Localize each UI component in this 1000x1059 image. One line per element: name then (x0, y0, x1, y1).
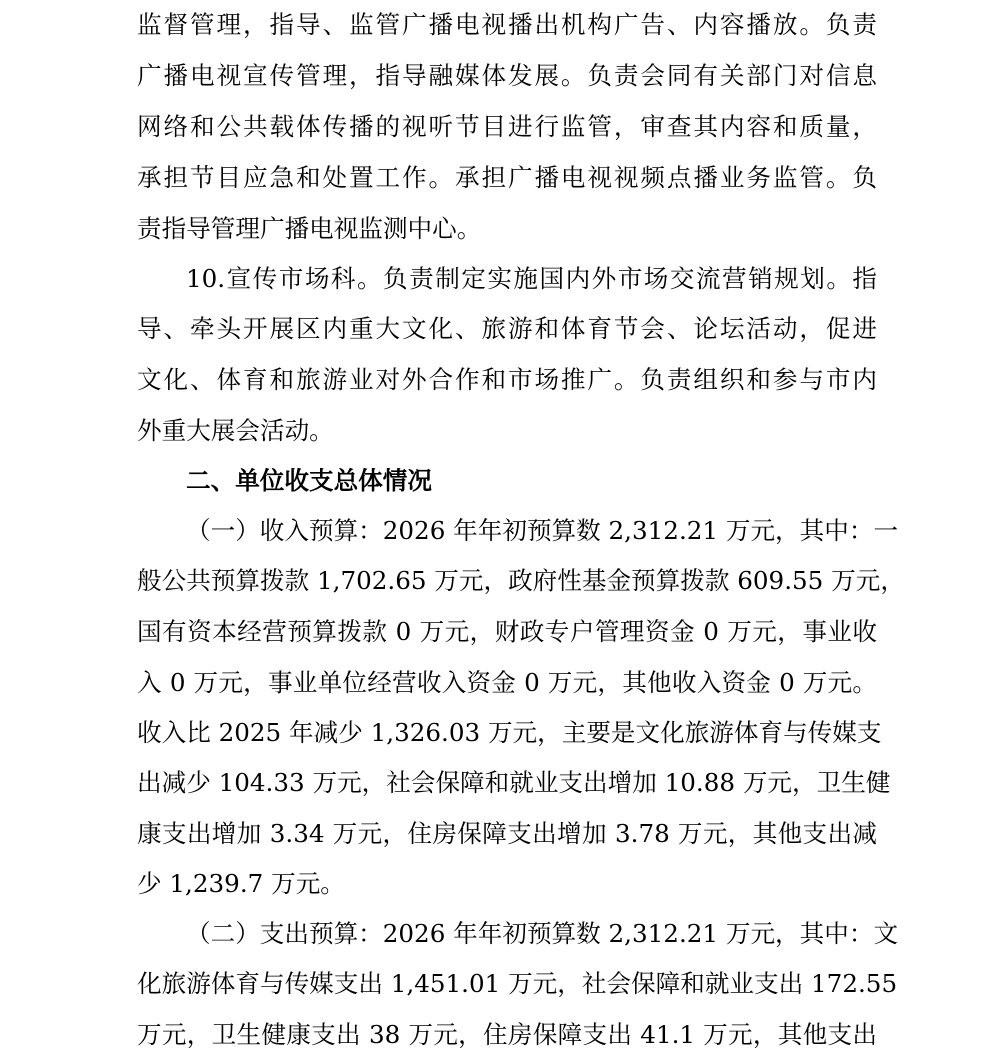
paragraph-line: 少 1,239.7 万元。 (137, 869, 345, 898)
paragraph-line: 10.宣传市场科。负责制定实施国内外市场交流营销规划。指 (186, 264, 877, 293)
paragraph-line: 承担节目应急和处置工作。承担广播电视视频点播业务监管。负 (137, 163, 877, 192)
paragraph-line: 责指导管理广播电视监测中心。 (137, 214, 482, 243)
paragraph-line: 出减少 104.33 万元，社会保障和就业支出增加 10.88 万元，卫生健 (137, 768, 891, 797)
paragraph-line: 般公共预算拨款 1,702.65 万元，政府性基金预算拨款 609.55 万元， (137, 566, 905, 595)
paragraph-line: 万元，卫生健康支出 38 万元，住房保障支出 41.1 万元，其他支出 (137, 1020, 877, 1049)
paragraph-line: 康支出增加 3.34 万元，住房保障支出增加 3.78 万元，其他支出减 (137, 819, 877, 848)
paragraph-line: （一）收入预算：2026 年年初预算数 2,312.21 万元，其中：一 (186, 516, 899, 545)
paragraph-line: 文化、体育和旅游业对外合作和市场推广。负责组织和参与市内 (137, 365, 877, 394)
paragraph-line: 监督管理，指导、监管广播电视播出机构广告、内容播放。负责 (137, 10, 877, 39)
paragraph-line: 收入比 2025 年减少 1,326.03 万元，主要是文化旅游体育与传媒支 (137, 718, 882, 747)
paragraph-line: 国有资本经营预算拨款 0 万元，财政专户管理资金 0 万元，事业收 (137, 617, 877, 646)
paragraph-line: 导、牵头开展区内重大文化、旅游和体育节会、论坛活动，促进 (137, 314, 877, 343)
paragraph-line: （二）支出预算：2026 年年初预算数 2,312.21 万元，其中：文 (186, 919, 899, 948)
paragraph-line: 广播电视宣传管理，指导融媒体发展。负责会同有关部门对信息 (137, 61, 877, 90)
paragraph-line: 入 0 万元，事业单位经营收入资金 0 万元，其他收入资金 0 万元。 (137, 668, 877, 697)
section-heading: 二、单位收支总体情况 (186, 466, 432, 495)
paragraph-line: 化旅游体育与传媒支出 1,451.01 万元，社会保障和就业支出 172.55 (137, 969, 898, 998)
paragraph-line: 网络和公共载体传播的视听节目进行监管，审查其内容和质量， (137, 112, 877, 141)
paragraph-line: 外重大展会活动。 (137, 416, 334, 445)
